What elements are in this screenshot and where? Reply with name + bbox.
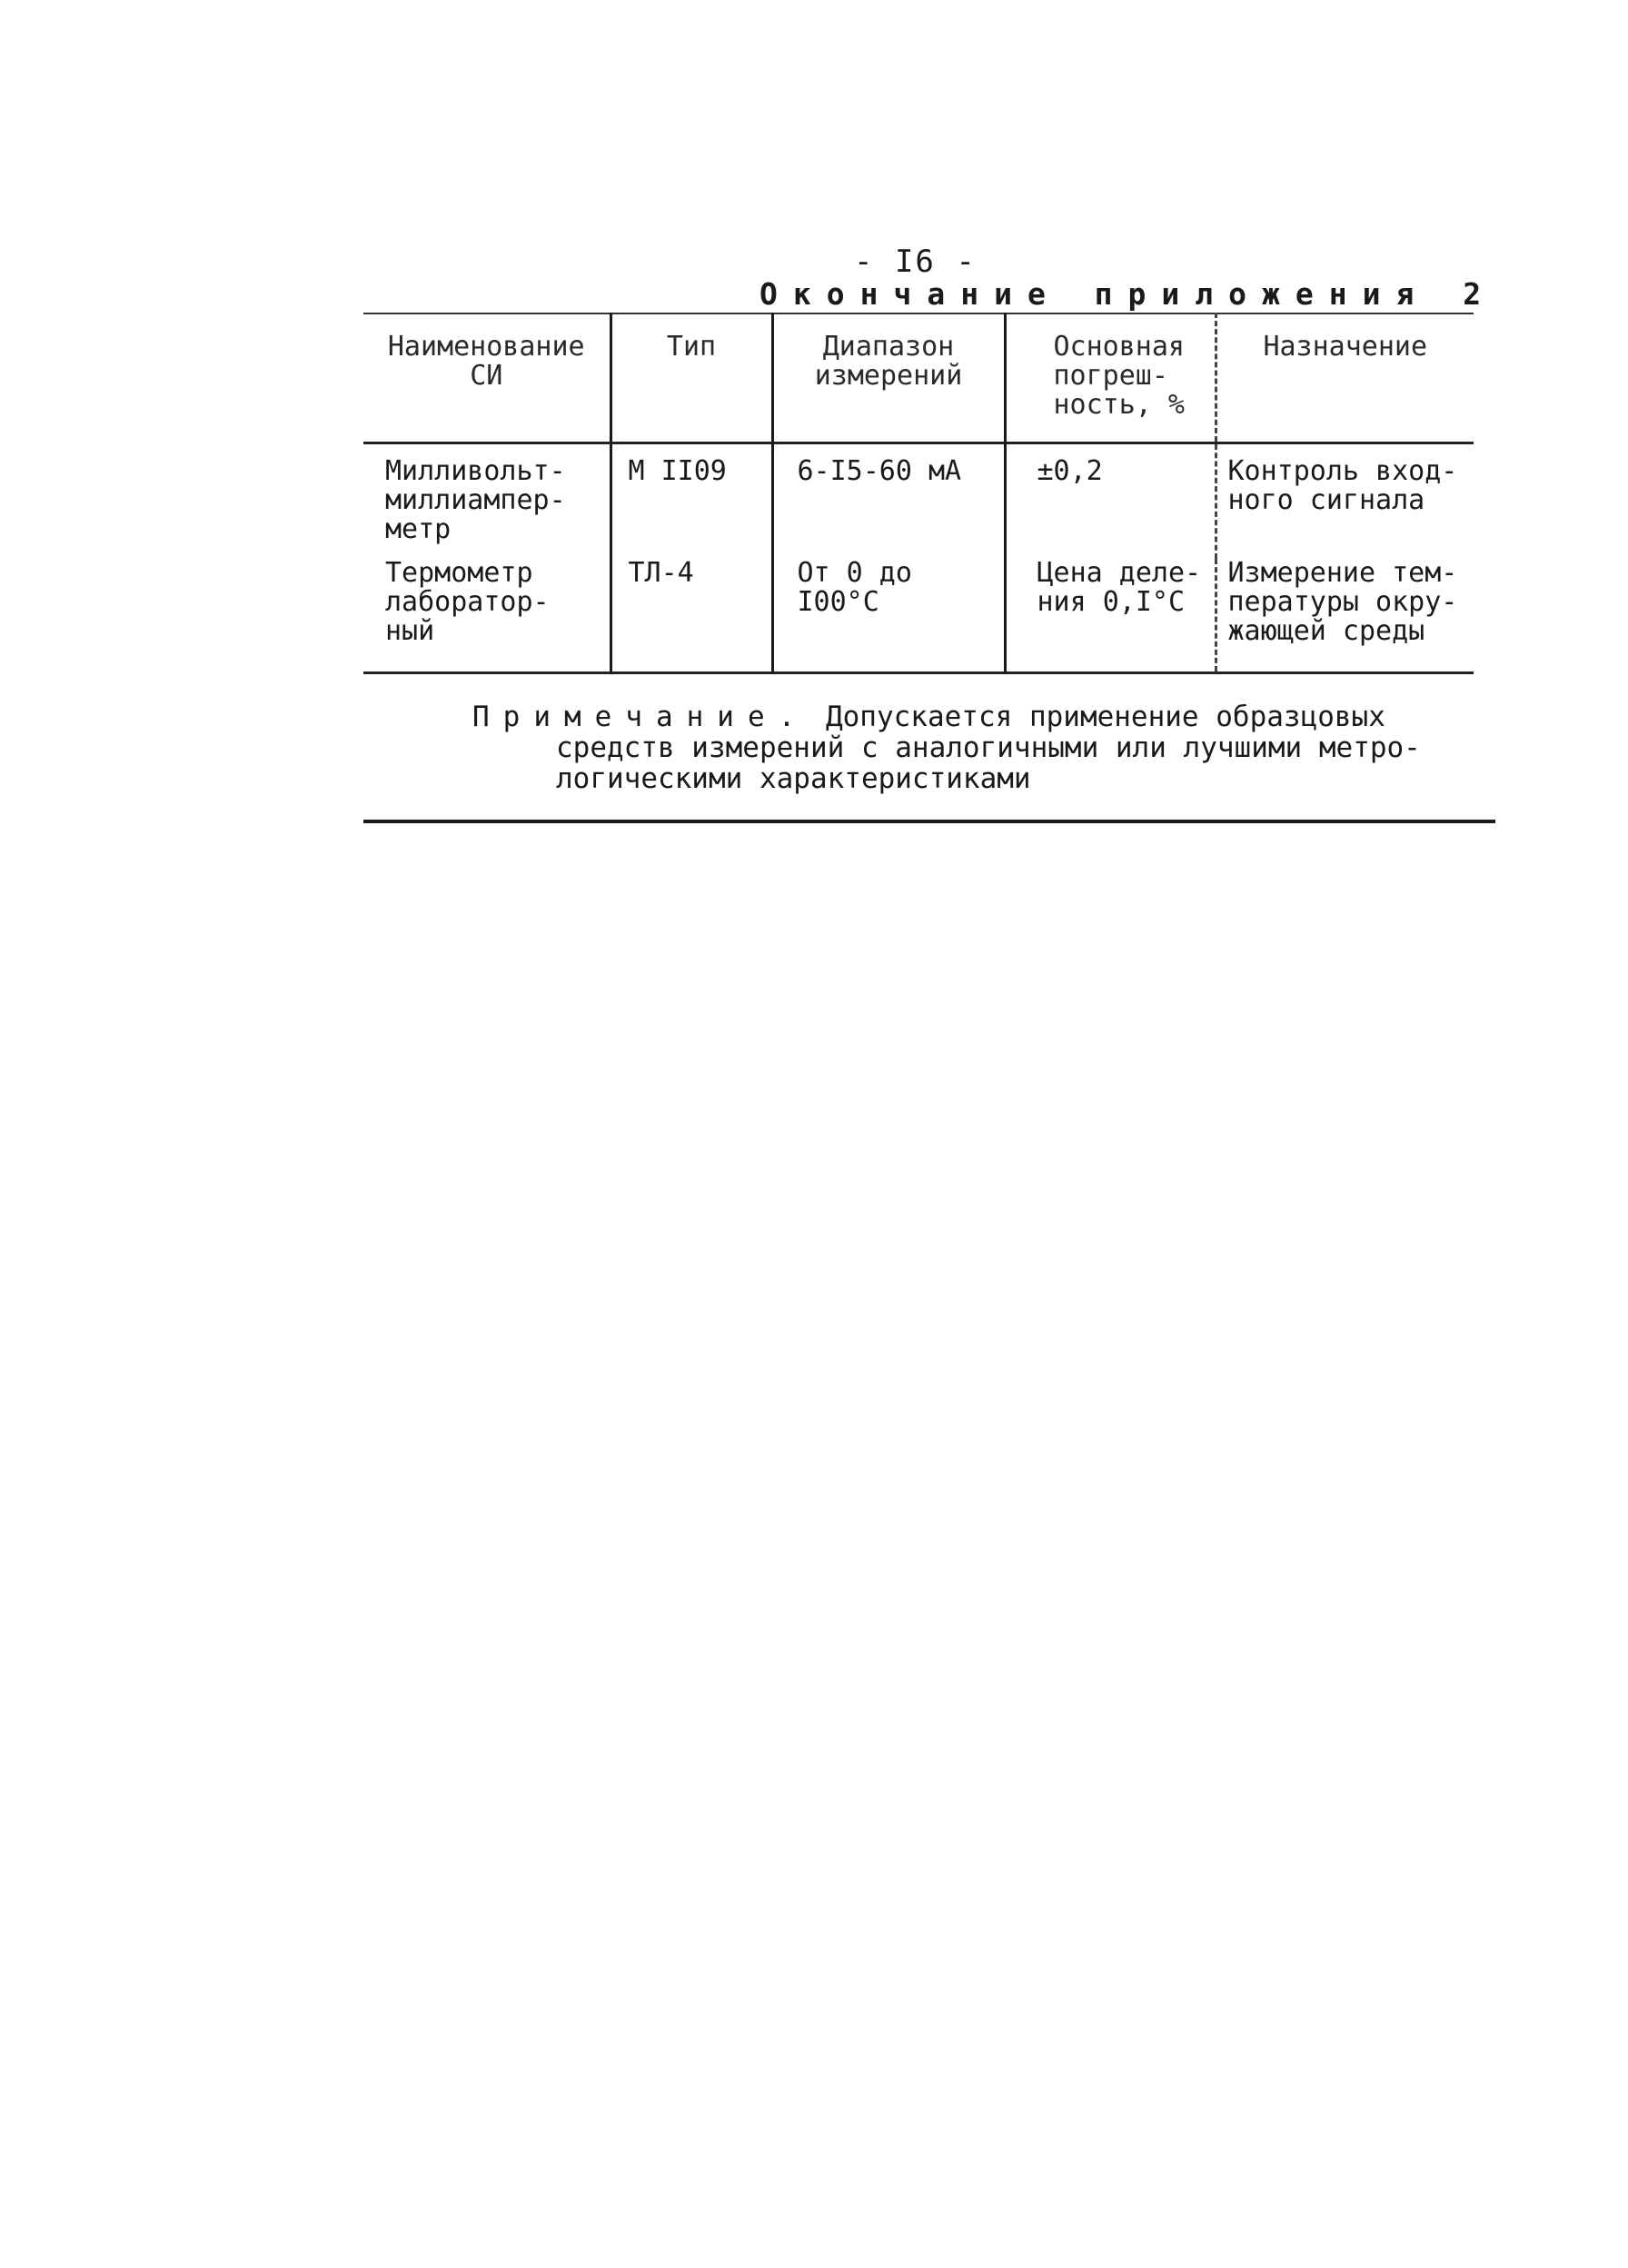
cell-type: М II09	[610, 443, 772, 560]
header-error: Основная погреш- ность, %	[1005, 313, 1216, 443]
bottom-rule	[363, 820, 1495, 823]
note-label: Примечание.	[472, 701, 809, 733]
header-name: Наименование СИ	[387, 331, 585, 392]
appendix-title: Окончание приложения 2	[759, 276, 1497, 312]
cell-name: Милливольт- миллиампер- метр	[385, 455, 566, 545]
cell-error: Цена деле- ния 0,I°С	[1005, 559, 1216, 673]
header-range: Диапазон измерений	[772, 313, 1005, 443]
cell-type: ТЛ-4	[610, 559, 772, 673]
cell-purpose: Измерение тем- пературы окру- жающей среды	[1216, 559, 1474, 673]
note-line-3: логическими характеристиками	[556, 762, 1031, 795]
note-line-2: средств измерений с аналогичными или лучшими метро-	[556, 731, 1421, 764]
header-type: Тип	[610, 313, 772, 443]
header-purpose: Назначение	[1216, 313, 1474, 443]
note-line-1: Допускается применение образцовых	[825, 701, 1385, 733]
note	[472, 701, 1481, 794]
table-header-row	[363, 313, 1474, 443]
cell-range: От 0 до I00°С	[772, 559, 1005, 673]
instruments-table	[363, 313, 1474, 674]
cell-name: Термометр лаборатор- ный	[385, 557, 550, 647]
table-row	[363, 559, 1474, 673]
table-row	[363, 443, 1474, 560]
page-number: - I6 -	[854, 244, 977, 280]
cell-purpose: Контроль вход- ного сигнала	[1216, 443, 1474, 560]
cell-range: 6-I5-60 мА	[772, 443, 1005, 560]
cell-error: ±0,2	[1005, 443, 1216, 560]
